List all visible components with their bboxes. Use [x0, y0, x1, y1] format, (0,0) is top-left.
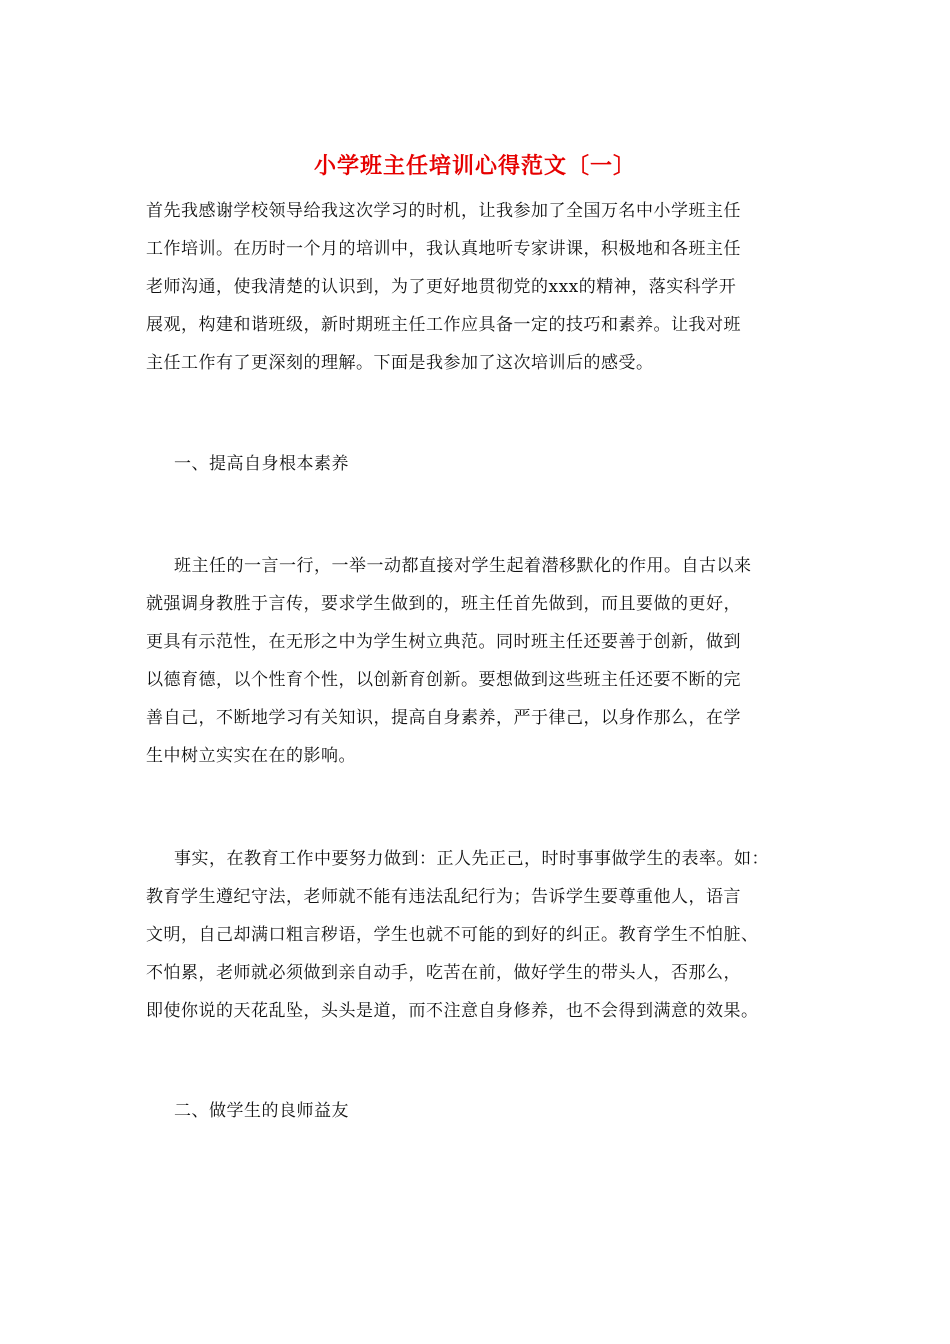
paragraph-line: 就强调身教胜于言传，要求学生做到的，班主任首先做到，而且要做的更好， — [146, 594, 741, 614]
intro-line: 展观，构建和谐班级，新时期班主任工作应具备一定的技巧和素养。让我对班 — [146, 315, 741, 335]
paragraph-line: 不怕累，老师就必须做到亲自动手，吃苦在前，做好学生的带头人，否那么， — [146, 963, 741, 983]
intro-line: 主任工作有了更深刻的理解。下面是我参加了这次培训后的感受。 — [146, 353, 654, 373]
document-title: 小学班主任培训心得范文〔一〕 — [313, 153, 636, 179]
intro-line: 老师沟通，使我清楚的认识到，为了更好地贯彻党的xxx的精神，落实科学开 — [146, 277, 737, 297]
body-paragraph-1 — [146, 547, 816, 775]
paragraph-line: 生中树立实实在在的影响。 — [146, 746, 356, 766]
paragraph-line: 事实，在教育工作中要努力做到：正人先正己，时时事事做学生的表率。如： — [174, 849, 769, 869]
section-heading-text: 一、提高自身根本素养 — [174, 454, 349, 474]
intro-line: 工作培训。在历时一个月的培训中，我认真地听专家讲课，积极地和各班主任 — [146, 239, 741, 259]
paragraph-line: 文明，自己却满口粗言秽语，学生也就不可能的到好的纠正。教育学生不怕脏、 — [146, 925, 759, 945]
intro-line: 首先我感谢学校领导给我这次学习的时机，让我参加了全国万名中小学班主任 — [146, 201, 741, 221]
paragraph-line: 即使你说的天花乱坠，头头是道，而不注意自身修养，也不会得到满意的效果。 — [146, 1001, 759, 1021]
paragraph-line: 善自己，不断地学习有关知识，提高自身素养，严于律己，以身作那么，在学 — [146, 708, 741, 728]
intro-paragraph — [146, 192, 816, 382]
paragraph-line: 更具有示范性，在无形之中为学生树立典范。同时班主任还要善于创新，做到 — [146, 632, 741, 652]
section-heading-1 — [146, 445, 816, 483]
body-paragraph-2 — [146, 840, 816, 1030]
paragraph-line: 以德育德，以个性育个性，以创新育创新。要想做到这些班主任还要不断的完 — [146, 670, 741, 690]
paragraph-line: 班主任的一言一行，一举一动都直接对学生起着潜移默化的作用。自古以来 — [174, 556, 752, 576]
paragraph-line: 教育学生遵纪守法，老师就不能有违法乱纪行为；告诉学生要尊重他人，语言 — [146, 887, 741, 907]
section-heading-2 — [146, 1092, 816, 1130]
section-heading-text: 二、做学生的良师益友 — [174, 1101, 349, 1121]
